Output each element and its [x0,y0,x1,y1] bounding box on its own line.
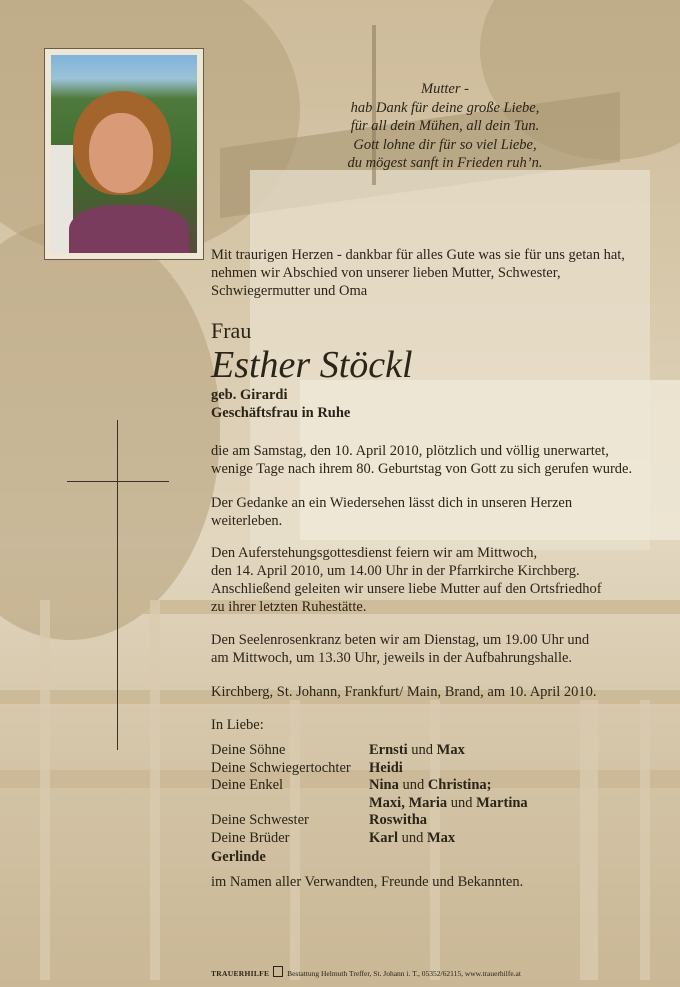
intro-text [211,246,671,300]
in-love-label: In Liebe: [211,717,264,733]
salutation: Frau [211,318,252,343]
family-member-text: Roswitha [369,812,428,828]
closing-text: im Namen aller Verwandten, Freunde und Bekannten. [211,874,524,890]
death-notice [211,442,632,478]
family-member-text: und [407,742,437,758]
family-members [369,760,403,778]
place-date: Kirchberg, St. Johann, Frankfurt/ Main, Brand, am 10. April 2010. [211,684,597,700]
poem-line: hab Dank für deine große Liebe, [350,99,540,116]
reunion-text [211,494,572,530]
family-relation: Deine Söhne [211,742,286,758]
poem [300,80,590,173]
family-member-text: Ernsti [369,742,408,758]
occupation: Geschäftsfrau in Ruhe [211,405,351,421]
family-members [369,830,455,848]
family-members [369,795,528,813]
cross-icon [117,420,118,750]
portrait-frame [44,48,204,260]
rosary-line: am Mittwoch, um 13.30 Uhr, jeweils in der Aufbahrungshalle. [211,650,573,666]
service-line: Den Auferstehungsgottesdienst feiern wir am Mittwoch, [211,545,538,561]
family-members [369,742,465,760]
poem-line: Mutter - [421,81,469,97]
reunion-line: Der Gedanke an ein Wiedersehen lässt dich in unseren Herzen [211,495,573,511]
family-member-text: Christina; [427,777,492,793]
family-member-text: Max [427,829,456,846]
footer-text: Bestattung Helmuth Treffer, St. Johann i. T., 05352/62115, www.trauerhilfe.at [287,969,521,978]
deceased-name: Esther Stöckl [211,344,413,386]
family-member-text: Max [436,742,465,758]
death-notice-line: die am Samstag, den 10. April 2010, plötzlich und völlig unerwartet, [211,443,609,459]
details [211,386,350,422]
family-relation: Deine Schwiegertochter [211,759,351,776]
cross-icon-bar [67,481,169,482]
logo-icon [273,966,283,977]
family-member-text: und [447,794,477,811]
family-members [369,812,427,830]
rosary-line: Den Seelenrosenkranz beten wir am Dienstag, um 19.00 Uhr und [211,632,590,648]
family-member-text: Heidi [369,759,403,776]
intro-line: nehmen wir Abschied von unserer lieben Mutter, Schwester, [211,265,561,281]
reunion-line: weiterleben. [211,513,283,529]
family-relation: Deine Enkel [211,777,284,793]
intro-line: Schwiegermutter und Oma [211,283,368,299]
death-notice-line: wenige Tage nach ihrem 80. Geburtstag von Gott zu sich gerufen wurde. [211,461,633,477]
family-member-text: Maxi, Maria [369,794,448,811]
rosary-text [211,631,589,667]
family-member-text: Nina [369,777,399,793]
service-line: den 14. April 2010, um 14.00 Uhr in der Pfarrkirche Kirchberg. [211,563,580,579]
service-text [211,544,602,616]
service-line: zu ihrer letzten Ruhestätte. [211,599,367,615]
poem-line: für all dein Mühen, all dein Tun. [350,118,540,134]
family-member-text: und [398,777,428,793]
poem-line: du mögest sanft in Frieden ruh’n. [347,155,543,171]
service-line: Anschließend geleiten wir unsere liebe Mutter auf den Ortsfriedhof [211,581,602,597]
portrait-photo [51,55,197,253]
poem-line: Gott lohne dir für so viel Liebe, [353,136,537,153]
family-member-text: und [398,829,427,846]
family-member-text: Karl [369,829,398,846]
footer [211,966,521,978]
birth-name: geb. Girardi [211,387,288,403]
family-relation: Deine Brüder [211,829,290,846]
family-member-text: Martina [476,794,528,811]
intro-line: Mit traurigen Herzen - dankbar für alles Gute was sie für uns getan hat, [211,247,625,263]
extra-family-name: Gerlinde [211,849,266,865]
family-relation: Deine Schwester [211,812,309,828]
funeral-home-logo: TRAUERHILFE [211,969,270,978]
family-members [369,777,491,795]
